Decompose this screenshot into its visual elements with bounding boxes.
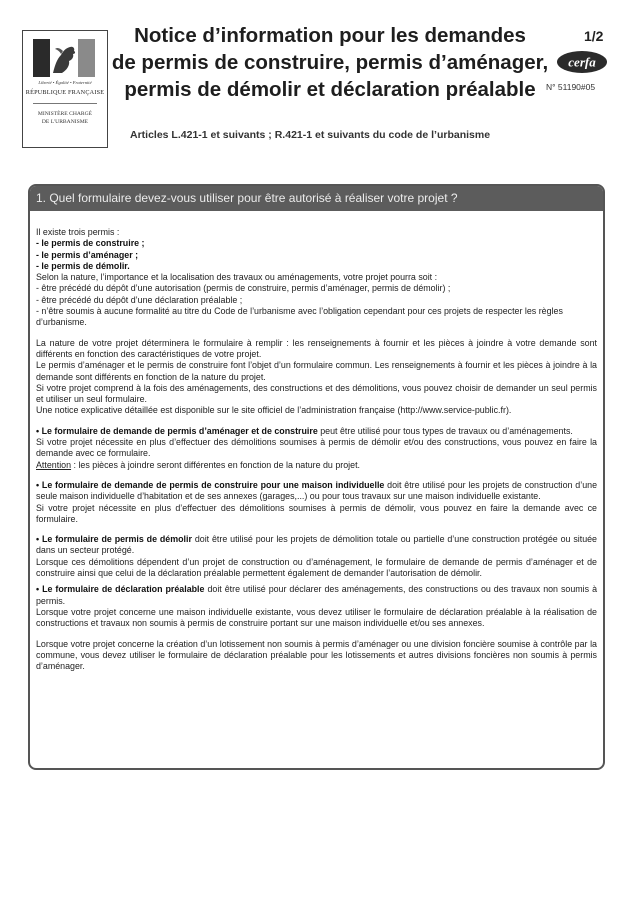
form-mi-paragraph — [36, 480, 597, 525]
section-1-heading: 1. Quel formulaire devez-vous utiliser pour être autorisé à réaliser votre projet ? — [30, 186, 603, 211]
nature-item-declaration: - être précédé du dépôt d’une déclaration préalable ; — [36, 294, 243, 305]
page-number: 1/2 — [584, 28, 604, 44]
nature-paragraph — [36, 338, 597, 417]
form-dp-paragraph — [36, 584, 597, 629]
form-pa-pc-paragraph — [36, 426, 597, 471]
logo-ministry-line2: DE L'URBANISME — [41, 119, 89, 125]
bullet: • — [36, 479, 40, 490]
logo-divider — [33, 103, 97, 104]
cerfa-number: N° 51190#05 — [546, 82, 596, 92]
form-pd-line2: Lorsque ces démolitions dépendent d’un projet de construction ou d’aménagement, le formulaire de demande de permis d’aménager et de construire ainsi que celui de la déclaration préalable permettent également de demander l’autorisation de démolir. — [36, 556, 597, 579]
form-dp-title: Le formulaire de déclaration préalable — [42, 584, 205, 595]
title-line-1: Notice d’information pour les demandes — [134, 24, 526, 47]
form-pd-paragraph — [36, 534, 597, 579]
title-line-3: permis de démolir et déclaration préalable — [124, 78, 536, 101]
legal-articles: Articles L.421-1 et suivants ; R.421-1 et suivants du code de l’urbanisme — [130, 129, 491, 141]
permit-item-demolir: - le permis de démolir. — [36, 260, 130, 271]
title-line-2: de permis de construire, permis d’aménager, — [111, 51, 549, 74]
nature-item-aucune-formalite: - n’être soumis à aucune formalité au titre du Code de l’urbanisme avec l’obligation cependant pour ces projets de respecter les règles d’urbanisme. — [36, 306, 563, 328]
logo-ministry-line1: MINISTÈRE CHARGÉ — [37, 111, 93, 117]
form-pd-title: Le formulaire de permis de démolir — [41, 534, 192, 545]
nature-para-line-2: Le permis d’aménager et le permis de construire font l’objet d’un formulaire commun. Les renseignements à fournir et les pièces à joindre à la demande sont différents en fonction de la nature du projet. — [36, 360, 597, 382]
form-dp-line2: Lorsque votre projet concerne une maison individuelle existante, vous devez utiliser le formulaire de déclaration préalable à la réalisation de constructions et travaux non soumis à permis de construire portant sur une maison individuelle et/ou ses annexes. — [36, 606, 597, 629]
section-1-panel — [28, 184, 605, 770]
section-1-body — [30, 211, 603, 672]
logo-republique: RÉPUBLIQUE FRANÇAISE — [25, 89, 105, 96]
form-dp-text: doit être utilisé pour déclarer des aménagements, des constructions ou des travaux non soumis à permis. — [36, 584, 598, 606]
page-title — [110, 22, 550, 103]
nature-item-autorisation: - être précédé du dépôt d’une autorisation (permis de construire, permis d’aménager, permis de démolir) ; — [36, 283, 451, 294]
lotissement-paragraph: Lorsque votre projet concerne la création d’un lotissement non soumis à permis d’aménager ou une division foncière soumise à contrôle par la commune, vous devez utiliser le formulaire de déclaration préalable pour les lotissements et autres divisions foncières non soumis à permis d’aménager. — [36, 638, 597, 672]
permits-paragraph — [36, 227, 597, 329]
nature-intro: Selon la nature, l’importance et la localisation des travaux ou aménagements, votre projet pourra soit : — [36, 272, 438, 283]
republique-francaise-logo — [22, 30, 108, 148]
bullet: • — [36, 584, 40, 595]
cerfa-logo — [556, 50, 608, 74]
permits-intro: Il existe trois permis : — [36, 227, 120, 237]
attention-text: : les pièces à joindre seront différentes en fonction de la nature du projet. — [71, 459, 360, 470]
form-mi-title: Le formulaire de demande de permis de construire pour une maison individuelle — [41, 479, 385, 490]
attention-label: Attention — [36, 459, 72, 470]
form-pd-text: doit être utilisé pour les projets de démolition totale ou partielle d’une construction protégée ou située dans un secteur protégé. — [36, 534, 597, 556]
permit-item-construire: - le permis de construire ; — [36, 238, 145, 249]
form-pa-pc-line2: Si votre projet nécessite en plus d’effectuer des démolitions soumises à permis de démolir et/ou des constructions, vous pouvez en faire la demande avec ce formulaire. — [36, 437, 597, 459]
bullet: • — [36, 425, 40, 436]
cerfa-logo-text: cerfa — [568, 54, 596, 70]
logo-ministry — [25, 110, 105, 126]
form-pa-pc-text: peut être utilisé pour tous types de travaux ou d’aménagements. — [317, 425, 573, 436]
bullet: • — [36, 534, 40, 545]
form-mi-line2: Si votre projet nécessite en plus d’effectuer des démolitions soumises à permis de démolir, vous pouvez en faire la demande avec ce formulaire. — [36, 502, 597, 524]
logo-motto: Liberté • Égalité • Fraternité — [38, 80, 92, 85]
nature-para-line-4: Une notice explicative détaillée est disponible sur le site officiel de l’administration française (http://www.service-public.fr). — [36, 405, 512, 416]
nature-para-line-3: Si votre projet comprend à la fois des aménagements, des constructions et des démolitions, vous pouvez choisir de demander un seul permis et utiliser un seul formulaire. — [36, 382, 597, 405]
permit-item-amenager: - le permis d’aménager ; — [36, 249, 139, 260]
form-pa-pc-title: Le formulaire de demande de permis d’aménager et de construire — [41, 425, 318, 436]
marianne-emblem-icon — [33, 39, 95, 77]
form-mi-text: doit être utilisé pour les projets de construction d’une seule maison individuelle d’habitation et de ses annexes (garages,...) ou pour tous travaux sur une maison individuelle existante. — [36, 479, 598, 502]
nature-para-line-1: La nature de votre projet déterminera le formulaire à remplir : les renseignements à fournir et les pièces à joindre à votre demande sont différents en fonction des caractéristiques de votre projet. — [36, 337, 597, 359]
